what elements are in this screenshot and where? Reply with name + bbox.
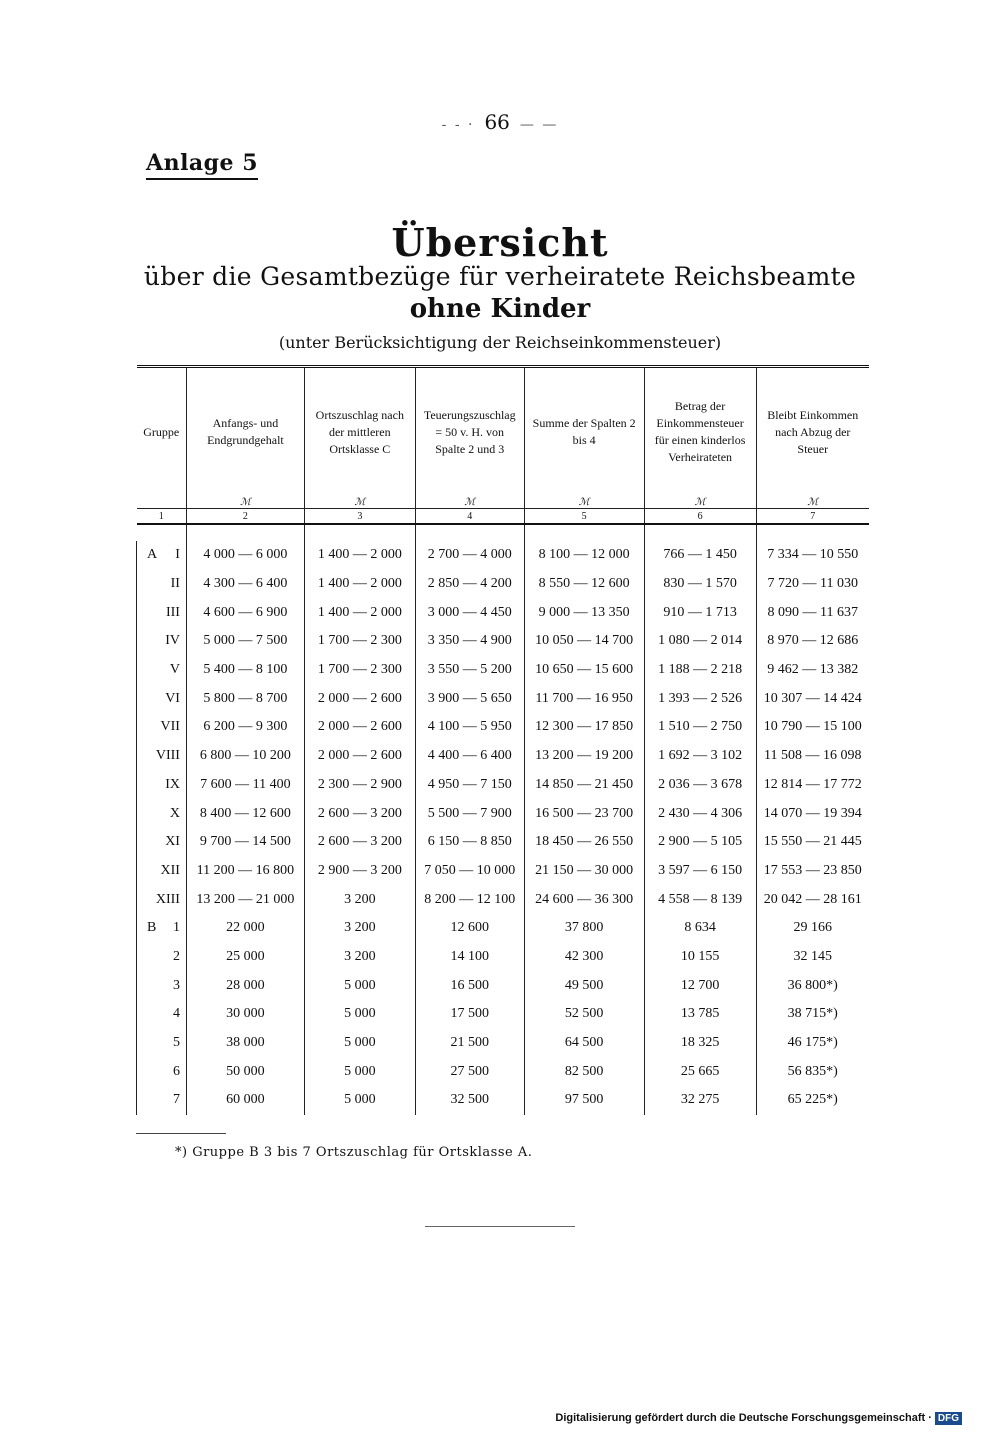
value-cell: 6 150 — 8 850 (415, 828, 524, 857)
value-cell: 2 000 — 2 600 (304, 713, 415, 742)
table-row (137, 656, 870, 685)
group-number: VI (165, 690, 180, 706)
value-cell: 38 715*) (756, 1000, 869, 1029)
value-cell: 13 200 — 21 000 (186, 885, 304, 914)
table-row (137, 943, 870, 972)
group-cell (137, 1029, 187, 1058)
unit-cell: ℳ (644, 496, 756, 509)
value-cell: 6 200 — 9 300 (186, 713, 304, 742)
value-cell: 2 000 — 2 600 (304, 742, 415, 771)
value-cell: 10 790 — 15 100 (756, 713, 869, 742)
document-subtitle-emphasis: ohne Kinder (409, 294, 591, 324)
group-cell (137, 799, 187, 828)
value-cell: 56 835*) (756, 1057, 869, 1086)
unit-cell: ℳ (415, 496, 524, 509)
value-cell: 8 200 — 12 100 (415, 885, 524, 914)
value-cell: 42 300 (524, 943, 644, 972)
value-cell: 8 634 (644, 914, 756, 943)
value-cell: 24 600 — 36 300 (524, 885, 644, 914)
group-letter: B (147, 920, 157, 936)
table-row (137, 914, 870, 943)
value-cell: 60 000 (186, 1086, 304, 1115)
value-cell: 25 000 (186, 943, 304, 972)
table-row (137, 857, 870, 886)
group-number: V (169, 662, 180, 678)
column-number: 1 (137, 509, 187, 525)
group-cell (137, 914, 187, 943)
table-header-row (137, 367, 870, 497)
value-cell: 13 785 (644, 1000, 756, 1029)
column-number: 3 (304, 509, 415, 525)
value-cell: 1 692 — 3 102 (644, 742, 756, 771)
value-cell: 5 500 — 7 900 (415, 799, 524, 828)
group-number: XI (165, 834, 180, 850)
digitization-credit (555, 1412, 962, 1425)
group-number: 2 (172, 948, 180, 964)
value-cell: 1 400 — 2 000 (304, 598, 415, 627)
value-cell: 1 400 — 2 000 (304, 570, 415, 599)
value-cell: 10 155 (644, 943, 756, 972)
group-cell (137, 828, 187, 857)
group-number: 4 (172, 1006, 180, 1022)
value-cell: 36 800*) (756, 971, 869, 1000)
group-cell (137, 857, 187, 886)
credit-text: Digitalisierung gefördert durch die Deutsche Forschungsgemeinschaft · (555, 1412, 932, 1424)
group-cell (137, 1000, 187, 1029)
value-cell: 97 500 (524, 1086, 644, 1115)
appendix-label: Anlage 5 (146, 150, 258, 180)
value-cell: 29 166 (756, 914, 869, 943)
value-cell: 3 000 — 4 450 (415, 598, 524, 627)
value-cell: 2 430 — 4 306 (644, 799, 756, 828)
group-cell (137, 771, 187, 800)
value-cell: 14 070 — 19 394 (756, 799, 869, 828)
value-cell: 21 500 (415, 1029, 524, 1058)
value-cell: 38 000 (186, 1029, 304, 1058)
value-cell: 2 600 — 3 200 (304, 799, 415, 828)
group-number: 1 (172, 920, 180, 936)
value-cell: 16 500 (415, 971, 524, 1000)
value-cell: 1 700 — 2 300 (304, 627, 415, 656)
table-row (137, 541, 870, 570)
page-number (0, 110, 1000, 134)
value-cell: 4 950 — 7 150 (415, 771, 524, 800)
value-cell: 32 500 (415, 1086, 524, 1115)
table-row (137, 684, 870, 713)
column-number: 7 (756, 509, 869, 525)
value-cell: 8 400 — 12 600 (186, 799, 304, 828)
column-header: Summe der Spalten 2 bis 4 (524, 367, 644, 497)
end-divider (425, 1226, 575, 1227)
value-cell: 22 000 (186, 914, 304, 943)
value-cell: 5 000 (304, 1086, 415, 1115)
value-cell: 14 100 (415, 943, 524, 972)
group-cell (137, 1057, 187, 1086)
value-cell: 2 300 — 2 900 (304, 771, 415, 800)
column-header: Betrag der Einkommensteuer für einen kinderlos Verheirateten (644, 367, 756, 497)
group-number: 7 (172, 1092, 180, 1108)
group-cell (137, 971, 187, 1000)
table-row (137, 1086, 870, 1115)
value-cell: 1 080 — 2 014 (644, 627, 756, 656)
value-cell: 5 800 — 8 700 (186, 684, 304, 713)
value-cell: 3 200 (304, 885, 415, 914)
table-row (137, 713, 870, 742)
value-cell: 28 000 (186, 971, 304, 1000)
document-note: (unter Berücksichtigung der Reichseinkommensteuer) (278, 333, 722, 352)
table-row (137, 828, 870, 857)
table-row (137, 885, 870, 914)
value-cell: 910 — 1 713 (644, 598, 756, 627)
value-cell: 14 850 — 21 450 (524, 771, 644, 800)
value-cell: 32 145 (756, 943, 869, 972)
table-row (137, 570, 870, 599)
unit-cell: ℳ (756, 496, 869, 509)
table-row (137, 971, 870, 1000)
value-cell: 830 — 1 570 (644, 570, 756, 599)
value-cell: 9 462 — 13 382 (756, 656, 869, 685)
value-cell: 7 600 — 11 400 (186, 771, 304, 800)
value-cell: 7 050 — 10 000 (415, 857, 524, 886)
value-cell: 10 050 — 14 700 (524, 627, 644, 656)
unit-cell: ℳ (524, 496, 644, 509)
value-cell: 5 400 — 8 100 (186, 656, 304, 685)
value-cell: 1 188 — 2 218 (644, 656, 756, 685)
value-cell: 5 000 (304, 1000, 415, 1029)
group-cell (137, 570, 187, 599)
unit-cell: ℳ (304, 496, 415, 509)
value-cell: 65 225*) (756, 1086, 869, 1115)
value-cell: 18 325 (644, 1029, 756, 1058)
group-number: IV (165, 633, 180, 649)
value-cell: 2 036 — 3 678 (644, 771, 756, 800)
value-cell: 3 597 — 6 150 (644, 857, 756, 886)
column-header: Teuerungszuschlag = 50 v. H. von Spalte 2 und 3 (415, 367, 524, 497)
group-number: X (169, 805, 180, 821)
value-cell: 5 000 (304, 1029, 415, 1058)
value-cell: 4 400 — 6 400 (415, 742, 524, 771)
value-cell: 2 700 — 4 000 (415, 541, 524, 570)
group-letter: A (147, 547, 158, 563)
value-cell: 21 150 — 30 000 (524, 857, 644, 886)
value-cell: 49 500 (524, 971, 644, 1000)
group-number: XII (160, 862, 180, 878)
value-cell: 9 700 — 14 500 (186, 828, 304, 857)
table-spacer (137, 524, 870, 541)
value-cell: 8 970 — 12 686 (756, 627, 869, 656)
table-row (137, 742, 870, 771)
value-cell: 12 300 — 17 850 (524, 713, 644, 742)
value-cell: 12 700 (644, 971, 756, 1000)
value-cell: 17 553 — 23 850 (756, 857, 869, 886)
salary-table (136, 365, 869, 1115)
value-cell: 10 307 — 14 424 (756, 684, 869, 713)
group-cell (137, 684, 187, 713)
group-number: I (175, 547, 180, 563)
dfg-logo: DFG (935, 1412, 962, 1425)
group-cell (137, 742, 187, 771)
value-cell: 8 100 — 12 000 (524, 541, 644, 570)
value-cell: 10 650 — 15 600 (524, 656, 644, 685)
value-cell: 12 814 — 17 772 (756, 771, 869, 800)
value-cell: 11 200 — 16 800 (186, 857, 304, 886)
column-header: Ortszuschlag nach der mittleren Ortsklasse C (304, 367, 415, 497)
group-cell (137, 885, 187, 914)
value-cell: 11 508 — 16 098 (756, 742, 869, 771)
group-cell (137, 1086, 187, 1115)
document-title: Übersicht (391, 220, 609, 265)
column-number: 5 (524, 509, 644, 525)
group-cell (137, 627, 187, 656)
value-cell: 2 000 — 2 600 (304, 684, 415, 713)
group-cell (137, 943, 187, 972)
value-cell: 27 500 (415, 1057, 524, 1086)
column-number: 2 (186, 509, 304, 525)
value-cell: 30 000 (186, 1000, 304, 1029)
table-row (137, 771, 870, 800)
value-cell: 2 600 — 3 200 (304, 828, 415, 857)
group-number: VII (160, 719, 180, 735)
table-row (137, 1000, 870, 1029)
footnote-divider (136, 1133, 226, 1134)
value-cell: 1 510 — 2 750 (644, 713, 756, 742)
table-row (137, 1029, 870, 1058)
value-cell: 3 200 (304, 914, 415, 943)
value-cell: 32 275 (644, 1086, 756, 1115)
page-number-dash-right: — — (519, 117, 559, 133)
value-cell: 20 042 — 28 161 (756, 885, 869, 914)
value-cell: 2 900 — 3 200 (304, 857, 415, 886)
group-cell (137, 713, 187, 742)
column-header: Anfangs- und Endgrundgehalt (186, 367, 304, 497)
value-cell: 25 665 (644, 1057, 756, 1086)
group-number: II (170, 576, 180, 592)
value-cell: 3 200 (304, 943, 415, 972)
value-cell: 2 850 — 4 200 (415, 570, 524, 599)
value-cell: 3 900 — 5 650 (415, 684, 524, 713)
value-cell: 5 000 (304, 971, 415, 1000)
group-number: VIII (155, 748, 180, 764)
table-body (137, 541, 870, 1115)
group-cell (137, 656, 187, 685)
value-cell: 3 550 — 5 200 (415, 656, 524, 685)
value-cell: 2 900 — 5 105 (644, 828, 756, 857)
group-number: 3 (172, 977, 180, 993)
group-number: IX (165, 776, 180, 792)
value-cell: 4 600 — 6 900 (186, 598, 304, 627)
footnote: *) Gruppe B 3 bis 7 Ortszuschlag für Ortsklasse A. (175, 1145, 533, 1160)
table-row (137, 1057, 870, 1086)
page-number-dash-left: - - · (441, 117, 475, 133)
page-number-value: 66 (484, 110, 510, 134)
unit-cell: ℳ (186, 496, 304, 509)
table-row (137, 627, 870, 656)
value-cell: 7 334 — 10 550 (756, 541, 869, 570)
group-number: XIII (155, 891, 180, 907)
value-cell: 5 000 (304, 1057, 415, 1086)
value-cell: 15 550 — 21 445 (756, 828, 869, 857)
value-cell: 82 500 (524, 1057, 644, 1086)
value-cell: 16 500 — 23 700 (524, 799, 644, 828)
value-cell: 4 300 — 6 400 (186, 570, 304, 599)
value-cell: 11 700 — 16 950 (524, 684, 644, 713)
value-cell: 5 000 — 7 500 (186, 627, 304, 656)
column-header: Gruppe (137, 367, 187, 497)
document-subtitle: über die Gesamtbezüge für verheiratete Reichsbeamte (143, 262, 857, 291)
group-number: 5 (172, 1035, 180, 1051)
value-cell: 1 700 — 2 300 (304, 656, 415, 685)
value-cell: 4 558 — 8 139 (644, 885, 756, 914)
value-cell: 50 000 (186, 1057, 304, 1086)
group-cell (137, 541, 187, 570)
value-cell: 4 000 — 6 000 (186, 541, 304, 570)
column-number: 6 (644, 509, 756, 525)
value-cell: 766 — 1 450 (644, 541, 756, 570)
value-cell: 64 500 (524, 1029, 644, 1058)
unit-row (137, 496, 870, 509)
column-number: 4 (415, 509, 524, 525)
column-number-row (137, 509, 870, 525)
value-cell: 12 600 (415, 914, 524, 943)
value-cell: 13 200 — 19 200 (524, 742, 644, 771)
value-cell: 6 800 — 10 200 (186, 742, 304, 771)
group-number: 6 (172, 1063, 180, 1079)
value-cell: 4 100 — 5 950 (415, 713, 524, 742)
value-cell: 46 175*) (756, 1029, 869, 1058)
table-row (137, 598, 870, 627)
value-cell: 37 800 (524, 914, 644, 943)
value-cell: 3 350 — 4 900 (415, 627, 524, 656)
value-cell: 52 500 (524, 1000, 644, 1029)
group-cell (137, 598, 187, 627)
value-cell: 7 720 — 11 030 (756, 570, 869, 599)
table-row (137, 799, 870, 828)
value-cell: 8 550 — 12 600 (524, 570, 644, 599)
value-cell: 1 393 — 2 526 (644, 684, 756, 713)
value-cell: 18 450 — 26 550 (524, 828, 644, 857)
value-cell: 8 090 — 11 637 (756, 598, 869, 627)
group-number: III (165, 604, 180, 620)
value-cell: 17 500 (415, 1000, 524, 1029)
unit-cell (137, 496, 187, 509)
value-cell: 9 000 — 13 350 (524, 598, 644, 627)
value-cell: 1 400 — 2 000 (304, 541, 415, 570)
column-header: Bleibt Einkommen nach Abzug der Steuer (756, 367, 869, 497)
